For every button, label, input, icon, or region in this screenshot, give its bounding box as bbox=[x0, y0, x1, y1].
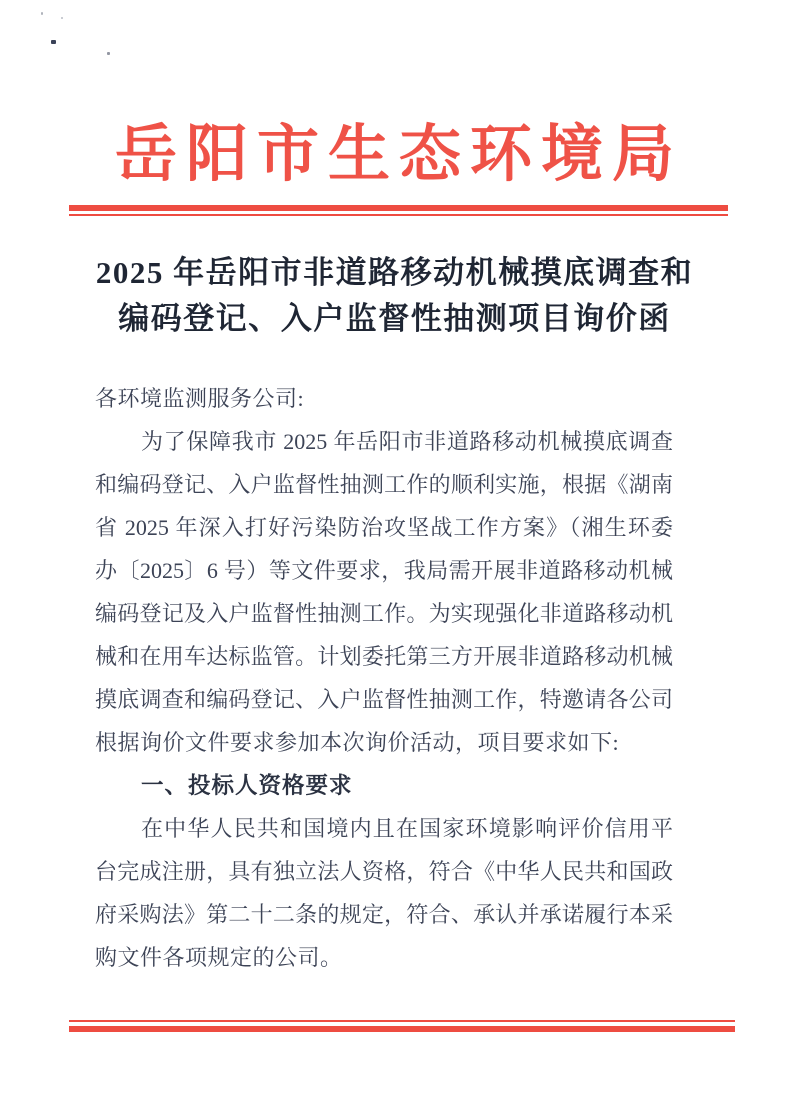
document-title-line-1: 2025 年岳阳市非道路移动机械摸底调查和 bbox=[95, 255, 694, 290]
header-rule-thick bbox=[69, 205, 728, 211]
scan-speck bbox=[41, 12, 43, 15]
scan-speck bbox=[107, 52, 110, 55]
footer-rule-thick bbox=[69, 1026, 735, 1032]
body-line: 根据询价文件要求参加本次询价活动，项目要求如下: bbox=[95, 730, 620, 755]
body-line: 府采购法》第二十二条的规定，符合、承认并承诺履行本采 bbox=[95, 902, 673, 927]
header-rule-thin bbox=[69, 214, 728, 216]
body-line: 省 2025 年深入打好污染防治攻坚战工作方案》（湘生环委 bbox=[95, 515, 673, 540]
footer-rule-thin bbox=[69, 1020, 735, 1022]
body-line: 在中华人民共和国境内且在国家环境影响评价信用平 bbox=[141, 816, 673, 841]
body-line: 为了保障我市 2025 年岳阳市非道路移动机械摸底调查 bbox=[141, 429, 673, 454]
body-line: 械和在用车达标监管。计划委托第三方开展非道路移动机械 bbox=[95, 644, 673, 669]
body-line: 摸底调查和编码登记、入户监督性抽测工作，特邀请各公司 bbox=[95, 687, 673, 712]
section-heading: 一、投标人资格要求 bbox=[141, 773, 353, 798]
body-line: 台完成注册，具有独立法人资格，符合《中华人民共和国政 bbox=[95, 859, 673, 884]
agency-header: 岳阳市生态环境局 bbox=[114, 121, 683, 189]
document-title bbox=[0, 250, 789, 342]
scan-speck bbox=[61, 17, 63, 19]
body-line: 办〔2025〕6 号）等文件要求，我局需开展非道路移动机械 bbox=[95, 558, 673, 583]
body-line: 购文件各项规定的公司。 bbox=[95, 945, 343, 970]
scan-speck bbox=[51, 40, 56, 44]
document-title-line-2: 编码登记、入户监督性抽测项目询价函 bbox=[118, 301, 671, 336]
body-line: 各环境监测服务公司: bbox=[95, 386, 305, 411]
document-body bbox=[95, 377, 673, 979]
body-line: 和编码登记、入户监督性抽测工作的顺利实施，根据《湖南 bbox=[95, 472, 673, 497]
body-line: 编码登记及入户监督性抽测工作。为实现强化非道路移动机 bbox=[95, 601, 673, 626]
